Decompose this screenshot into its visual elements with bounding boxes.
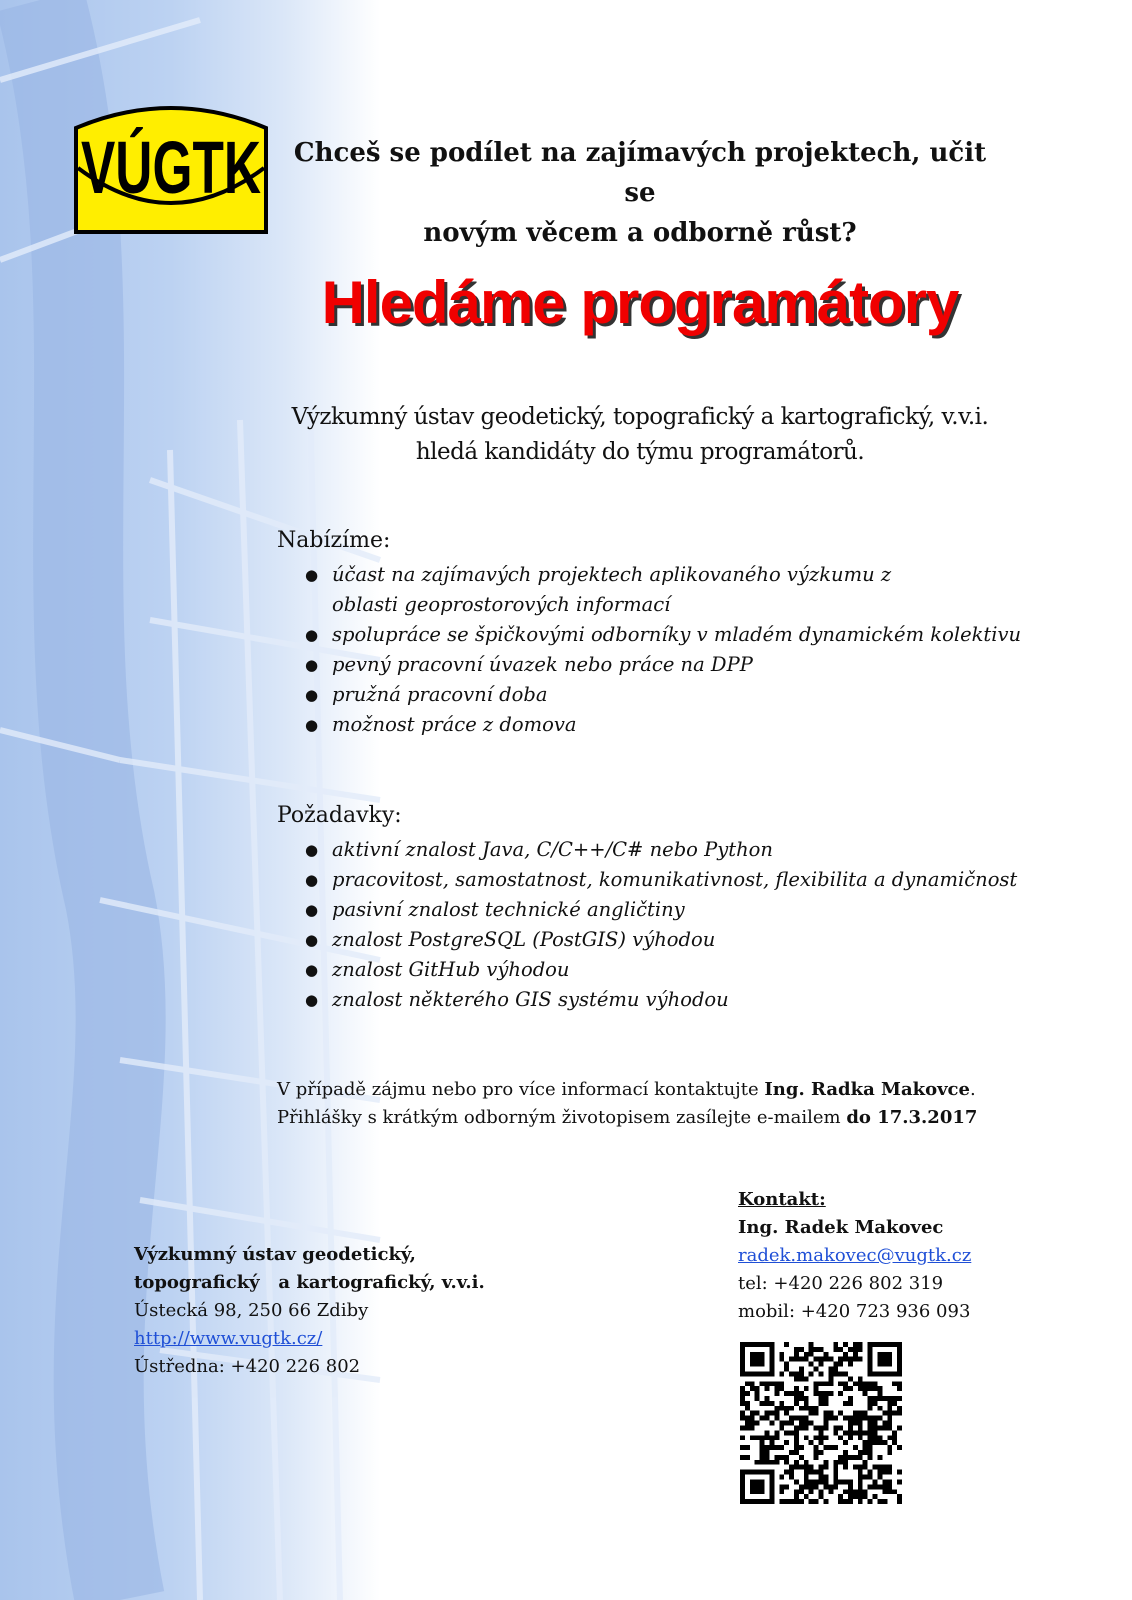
contact-info bbox=[738, 1186, 971, 1326]
offer-list bbox=[277, 560, 1032, 740]
requirements-heading: Požadavky: bbox=[277, 803, 402, 828]
qr-code bbox=[740, 1342, 902, 1504]
contact-person: Ing. Radka Makovce bbox=[764, 1079, 970, 1100]
contact-mobile: mobil: +420 723 936 093 bbox=[738, 1301, 971, 1322]
list-item: ● možnost práce z domova bbox=[277, 710, 1032, 740]
subtitle-line-2: hledá kandidáty do týmu programátorů. bbox=[415, 439, 865, 465]
subtitle-line-1: Výzkumný ústav geodetický, topografický a kartografický, v.v.i. bbox=[291, 404, 989, 430]
list-item: ● pracovitost, samostatnost, komunikativnost, flexibilita a dynamičnost bbox=[277, 865, 1032, 895]
list-item: ● znalost některého GIS systému výhodou bbox=[277, 985, 1032, 1015]
question-line-1: Chceš se podílet na zajímavých projektech, učit se bbox=[293, 138, 987, 208]
org-name-line-1: Výzkumný ústav geodetický, bbox=[134, 1244, 416, 1265]
list-item: ● účast na zajímavých projektech aplikovaného výzkumu z oblasti geoprostorových informací bbox=[277, 560, 952, 620]
interest-text: V případě zájmu nebo pro více informací kontaktujte bbox=[277, 1079, 765, 1100]
vugtk-logo bbox=[72, 98, 270, 234]
offer-heading: Nabízíme: bbox=[277, 528, 391, 553]
org-switchboard: Ústředna: +420 226 802 bbox=[134, 1356, 361, 1377]
interest-suffix: . bbox=[969, 1079, 976, 1100]
contact-name: Ing. Radek Makovec bbox=[738, 1217, 944, 1238]
list-item: ● pasivní znalost technické angličtiny bbox=[277, 895, 1032, 925]
subtitle bbox=[270, 400, 1010, 470]
contact-phone: tel: +420 226 802 319 bbox=[738, 1273, 944, 1294]
interest-note bbox=[277, 1076, 977, 1132]
list-item: ● aktivní znalost Java, C/C++/C# nebo Python bbox=[277, 835, 1032, 865]
org-address: Ústecká 98, 250 66 Zdiby bbox=[134, 1300, 369, 1321]
organization-info bbox=[134, 1241, 485, 1381]
list-item: ● spolupráce se špičkovými odborníky v mladém dynamickém kolektivu bbox=[277, 620, 1032, 650]
org-name-line-2: topografický a kartografický, v.v.i. bbox=[134, 1272, 485, 1293]
deadline: do 17.3.2017 bbox=[846, 1107, 978, 1128]
website-link[interactable]: http://www.vugtk.cz/ bbox=[134, 1328, 323, 1349]
svg-text:VÚGTK: VÚGTK bbox=[81, 126, 261, 209]
contact-heading: Kontakt: bbox=[738, 1189, 826, 1210]
intro-question bbox=[290, 133, 990, 253]
application-text: Přihlášky s krátkým odborným životopisem zasílejte e-mailem bbox=[277, 1107, 847, 1128]
email-link[interactable]: radek.makovec@vugtk.cz bbox=[738, 1245, 972, 1266]
requirements-list bbox=[277, 835, 1032, 1015]
list-item: ● pružná pracovní doba bbox=[277, 680, 1032, 710]
list-item: ● znalost GitHub výhodou bbox=[277, 955, 1032, 985]
list-item: ● pevný pracovní úvazek nebo práce na DPP bbox=[277, 650, 1032, 680]
list-item: ● znalost PostgreSQL (PostGIS) výhodou bbox=[277, 925, 1032, 955]
page-title: Hledáme programátory bbox=[321, 269, 959, 336]
question-line-2: novým věcem a odborně růst? bbox=[423, 218, 857, 248]
